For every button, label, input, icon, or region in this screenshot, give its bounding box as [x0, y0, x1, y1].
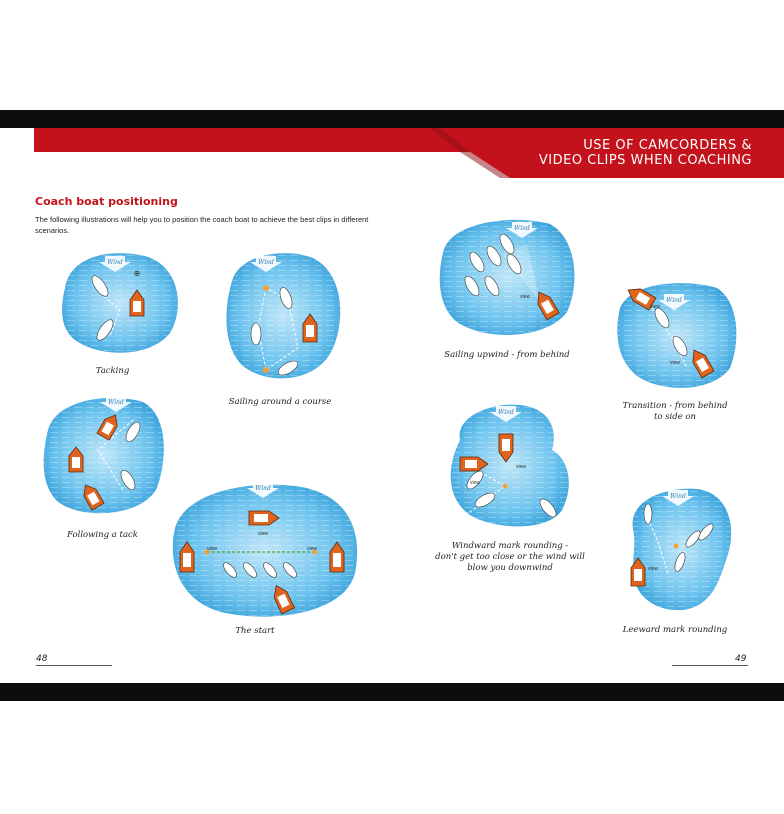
caption-windward-line2: don't get too close or the wind will	[435, 552, 585, 562]
view-label: view	[257, 531, 269, 537]
diagram-upwind	[432, 214, 582, 339]
caption-following-tack: Following a tack	[67, 530, 138, 540]
section-heading: Coach boat positioning	[35, 195, 178, 208]
caption-transition-line2: to side on	[653, 412, 697, 422]
wind-label: Wind	[108, 399, 124, 406]
title-line-2: VIDEO CLIPS WHEN COACHING	[538, 153, 752, 168]
diagram-leeward	[618, 484, 738, 614]
caption-upwind: Sailing upwind - from behind	[444, 350, 570, 360]
diagram-following-tack	[38, 390, 173, 520]
wind-label: Wind	[258, 259, 274, 266]
bottom-black-band	[0, 683, 784, 701]
title-line-1: USE OF CAMCORDERS &	[583, 138, 752, 153]
diagram-start	[165, 478, 365, 623]
caption-start: The start	[235, 626, 275, 636]
page-number-right: 49	[735, 654, 747, 664]
view-label: view	[307, 546, 318, 552]
page-number-left: 48	[36, 654, 48, 664]
top-black-band	[0, 110, 784, 128]
diagram-windward	[440, 400, 580, 532]
wind-label: Wind	[670, 493, 686, 500]
caption-course: Sailing around a course	[228, 397, 332, 407]
caption-tacking: Tacking	[95, 366, 130, 376]
view-label: view	[516, 464, 527, 470]
caption-windward-line1: Windward mark rounding -	[451, 541, 569, 551]
caption-transition	[605, 401, 745, 423]
page-title	[452, 138, 752, 168]
caption-windward	[420, 541, 600, 574]
page-number-rule-right	[672, 665, 748, 666]
caption-leeward: Leeward mark rounding	[622, 625, 728, 635]
caption-transition-line1: Transition - from behind	[622, 401, 728, 411]
view-label: view	[520, 294, 531, 300]
diagram-tacking	[55, 248, 185, 358]
wind-label: Wind	[107, 259, 123, 266]
diagram-transition	[612, 278, 742, 393]
view-label: view	[648, 566, 659, 572]
view-label: view	[650, 304, 661, 310]
intro-paragraph: The following illustrations will help you to position the coach boat to achieve the best clips in different scenarios.	[35, 215, 369, 235]
view-label: view	[470, 480, 481, 486]
view-label: view	[670, 360, 681, 366]
wind-label: Wind	[255, 485, 271, 492]
wind-label: Wind	[514, 225, 530, 232]
wind-label: Wind	[666, 297, 682, 304]
page-number-rule-left	[36, 665, 112, 666]
svg-text:⊕: ⊕	[133, 269, 141, 278]
view-label: view	[207, 546, 218, 552]
diagram-course	[218, 248, 348, 388]
caption-windward-line3: blow you downwind	[467, 563, 553, 573]
wind-label: Wind	[498, 409, 514, 416]
